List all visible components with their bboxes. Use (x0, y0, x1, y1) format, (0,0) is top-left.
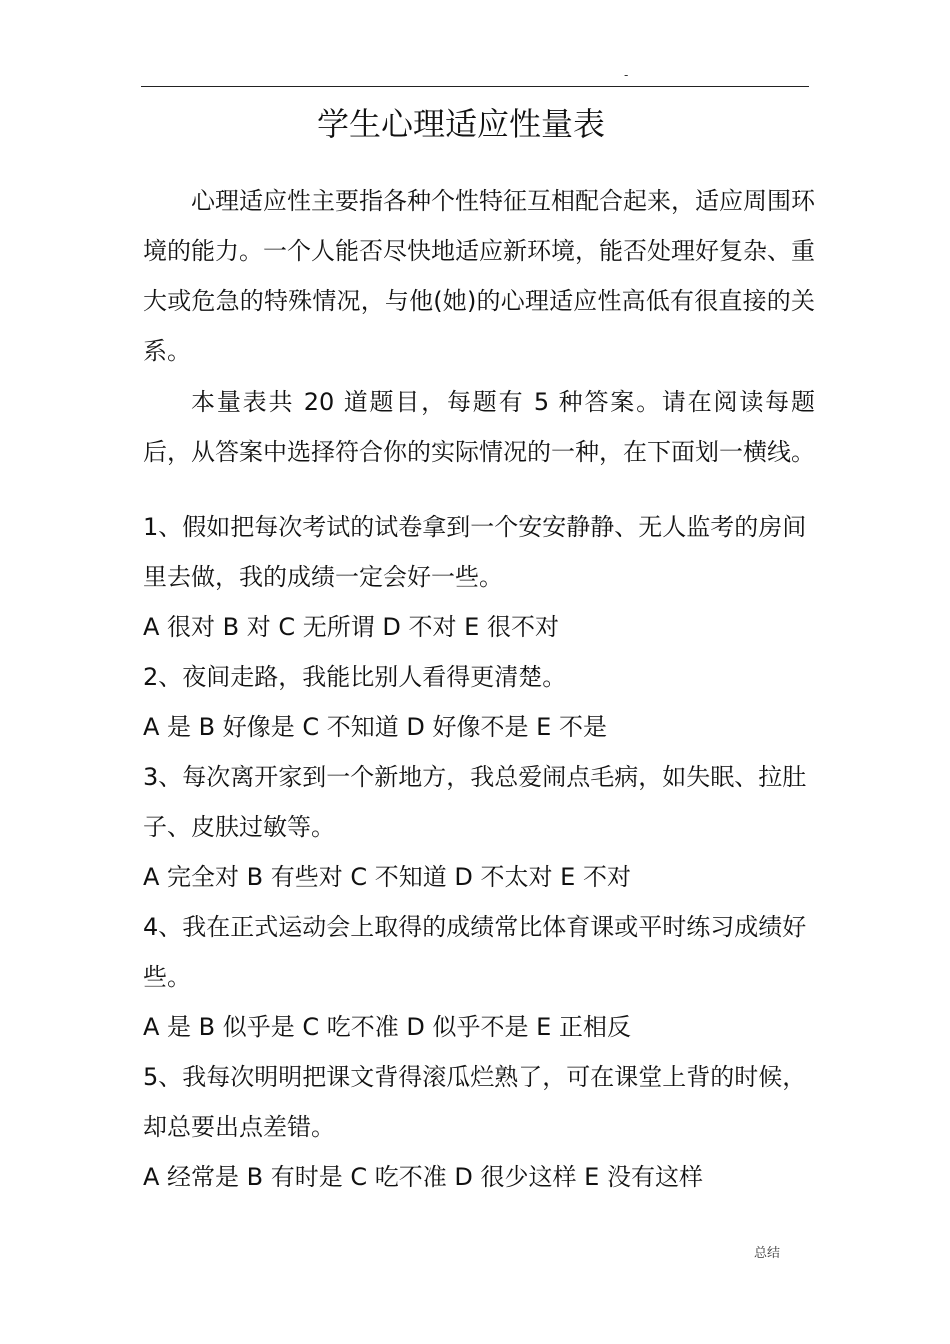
question-options: A 经常是 B 有时是 C 吃不准 D 很少这样 E 没有这样 (143, 1163, 703, 1191)
question-text: 2、夜间走路，我能比别人看得更清楚。 (143, 663, 567, 691)
question-text: 5、我每次明明把课文背得滚瓜烂熟了，可在课堂上背的时候，却总要出点差错。 (143, 1063, 807, 1141)
question-list (143, 502, 815, 1202)
intro-paragraph-1: 心理适应性主要指各种个性特征互相配合起来，适应周围环境的能力。一个人能否尽快地适应新环境，能否处理好复杂、重大或危急的特殊情况，与他(她)的心理适应性高低有很直接的关系。 (143, 187, 815, 365)
header-rule (141, 86, 809, 87)
question-item (143, 902, 815, 1052)
page-title: 学生心理适应性量表 (316, 105, 605, 143)
intro-paragraph-2: 本量表共 20 道题目，每题有 5 种答案。请在阅读每题后，从答案中选择符合你的实际情况的一种，在下面划一横线。 (143, 388, 815, 466)
question-item (143, 652, 815, 752)
question-options: A 是 B 好像是 C 不知道 D 好像不是 E 不是 (143, 713, 607, 741)
header-mark: - (624, 68, 629, 82)
question-options: A 完全对 B 有些对 C 不知道 D 不太对 E 不对 (143, 863, 631, 891)
question-text: 3、每次离开家到一个新地方，我总爱闹点毛病，如失眠、拉肚子、皮肤过敏等。 (143, 763, 807, 841)
question-item (143, 1052, 815, 1202)
question-text: 1、假如把每次考试的试卷拿到一个安安静静、无人监考的房间里去做，我的成绩一定会好一些。 (143, 513, 807, 591)
question-options: A 是 B 似乎是 C 吃不准 D 似乎不是 E 正相反 (143, 1013, 631, 1041)
question-options: A 很对 B 对 C 无所谓 D 不对 E 很不对 (143, 613, 559, 641)
question-item (143, 752, 815, 902)
document-body (143, 176, 815, 1202)
question-text: 4、我在正式运动会上取得的成绩常比体育课或平时练习成绩好些。 (143, 913, 807, 991)
question-item (143, 502, 815, 652)
footer-label: 总结 (754, 1246, 781, 1261)
